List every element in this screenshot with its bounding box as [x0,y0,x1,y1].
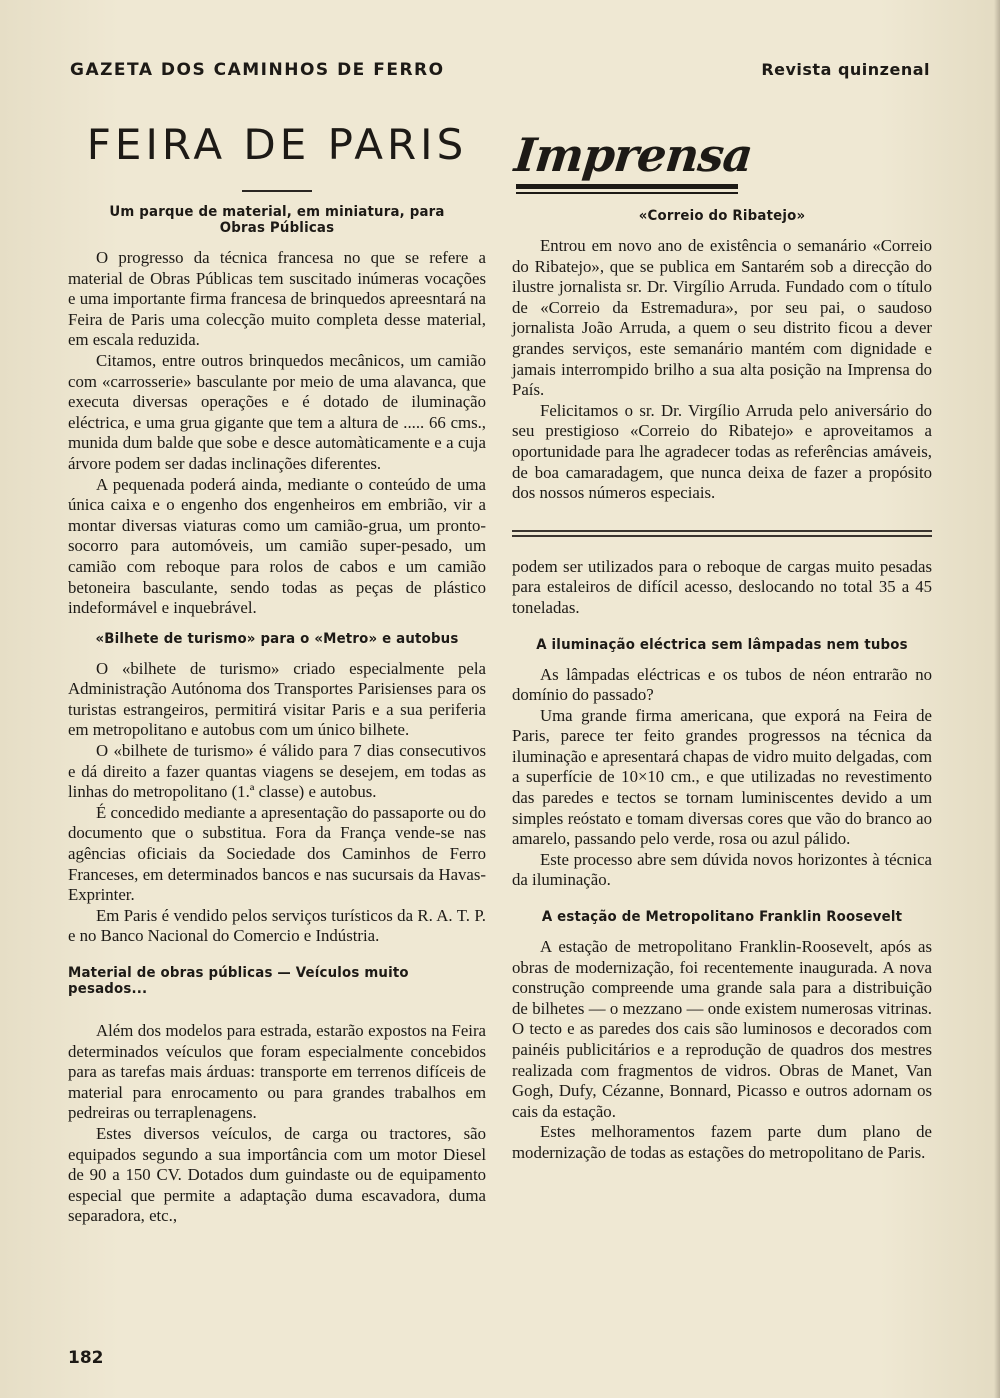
paragraph: É concedido mediante a apresentação do passaporte ou do documento que o substitua. Fora da França vende-se nas agências oficiais da Sociedade dos Caminhos de Ferro Franceses, em determinados bancos e nas sucursais da Havas-Exprinter. [68,802,486,905]
publication-title: GAZETA DOS CAMINHOS DE FERRO [70,60,445,80]
section-divider [512,530,932,537]
paragraph: Estes diversos veículos, de carga ou tractores, são equipados segundo a sua importância com um motor Diesel de 90 a 150 CV. Dotados dum guindaste ou de equipamento especial que permite a adaptação duma escavadora, duma separadora, etc., [68,1123,486,1226]
paragraph: Este processo abre sem dúvida novos horizontes à técnica da iluminação. [512,849,932,890]
page-edge-shadow [994,0,1000,1398]
imprensa-title: Imprensa [512,128,755,182]
paragraph: Uma grande firma americana, que exporá na Feira de Paris, parece ter feito grandes progressos na técnica da iluminação e apresentará chapas de vidro muito delgadas, com a superfície de 10×10 cm., e que utilizadas no revestimento das paredes e tectos se tornam luminiscentes devido a um simples reóstato e tomam diversas cores que vão do branco ao amarelo, passando pelo verde, rosa ou azul pálido. [512,705,932,849]
section-heading: A iluminação eléctrica sem lâmpadas nem tubos [536,636,908,653]
paragraph: A estação de metropolitano Franklin-Roosevelt, após as obras de modernização, foi recentemente inaugurada. A nova construção compreende uma grande sala para a distribuição de bilhetes — o mezzano — onde existem numerosas vitrinas. O tecto e as paredes dos cais são luminosos e decorados com painéis publicitários e a reprodução de quadros dos mestres realizada com fragmentos de vidros. Obras de Manet, Van Gogh, Dufy, Cézanne, Bonnard, Picasso e outros adornam os cais da estação. [512,937,932,1121]
section-heading: Um parque de material, em miniatura, para Obras Públicas [109,204,445,236]
title-divider [242,190,312,192]
paragraph: Em Paris é vendido pelos serviços turísticos da R. A. T. P. e no Banco Nacional do Comercio e Indústria. [68,905,486,946]
right-column [512,110,932,1164]
section-heading: A estação de Metropolitano Franklin Roosevelt [541,909,903,926]
paragraph: A pequenada poderá ainda, mediante o conteúdo de uma única caixa e o engenho dos engenheiros em embrião, vir a montar diversas viaturas como um camião-grua, um pronto-socorro para automóveis, um camião super-pesado, um camião com reboque para rolos de cabos e um camião betoneira basculante, sendo todas as peças de plástico indeformável e inquebrável. [68,474,486,618]
paragraph: Citamos, entre outros brinquedos mecânicos, um camião com «carrosserie» basculante por meio de uma alavanca, que executa diversas operações e é dotado de iluminação eléctrica, e uma grua gigante que tem a altura de ..... 66 cms., munida dum balde que sobe e desce automàticamente e a cuja árvore podem ser dadas inclinações diferentes. [68,350,486,473]
article-title: FEIRA DE PARIS [86,120,468,169]
paragraph: Além dos modelos para estrada, estarão expostos na Feira determinados veículos que foram especialmente concebidos para as tarefas mais árduas: transporte em terrenos difíceis de material para enrocamento ou para grandes trabalhos em pedreiras ou terraplenagens. [68,1021,486,1123]
paragraph: As lâmpadas eléctricas e os tubos de néon entrarão no domínio do passado? [512,664,932,705]
paragraph: Entrou em novo ano de existência o semanário «Correio do Ribatejo», que se publica em Santarém sob a direcção do ilustre jornalista sr. Dr. Virgílio Arruda. Fundado com o título de «Correio da Estremadura», por seu pai, o saudoso jornalista João Arruda, a quem o seu distrito ficou a dever grandes serviços, este semanário mantém com dignidade e jamais interrompido brilho a sua alta posição na Imprensa do País. [512,236,932,400]
publication-frequency: Revista quinzenal [761,60,930,79]
section-heading: Material de obras públicas — Veículos muito pesados... [68,965,409,997]
page-number: 182 [68,1348,104,1368]
paragraph: O «bilhete de turismo» criado especialmente pela Administração Autónoma dos Transportes Parisienses para os turistas estrangeiros, permitirá visitar Paris e a sua periferia em metropolitano e autobus com um único bilhete. [68,658,486,740]
section-heading: «Correio do Ribatejo» [638,208,806,224]
section-heading: «Bilhete de turismo» para o «Metro» e autobus [95,630,459,647]
paragraph-continuation: podem ser utilizados para o reboque de cargas muito pesadas para estaleiros de difícil acesso, deslocando no total 35 a 45 toneladas. [512,556,932,617]
paragraph: O progresso da técnica francesa no que se refere a material de Obras Públicas tem suscitado inúmeras vocações e uma importante firma francesa de brinquedos apreesntará na Feira de Paris uma colecção muito completa desse material, em escala reduzida. [68,248,486,350]
running-header [70,60,930,84]
paragraph: Felicitamos o sr. Dr. Virgílio Arruda pelo aniversário do seu prestigioso «Correio do Ribatejo» e aproveitamos a oportunidade para lhe agradecer todas as referências amáveis, de boa camaradagem, que nunca deixa de fazer a propósito dos nossos números especiais. [512,400,932,503]
paragraph: O «bilhete de turismo» é válido para 7 dias consecutivos e dá direito a fazer quantas viagens se desejem, em todas as linhas do metropolitano (1.ª classe) e autobus. [68,741,486,802]
left-column [68,110,486,1227]
paragraph: Estes melhoramentos fazem parte dum plano de modernização de todas as estações do metropolitano de Paris. [512,1122,932,1162]
imprensa-rule [516,184,738,189]
